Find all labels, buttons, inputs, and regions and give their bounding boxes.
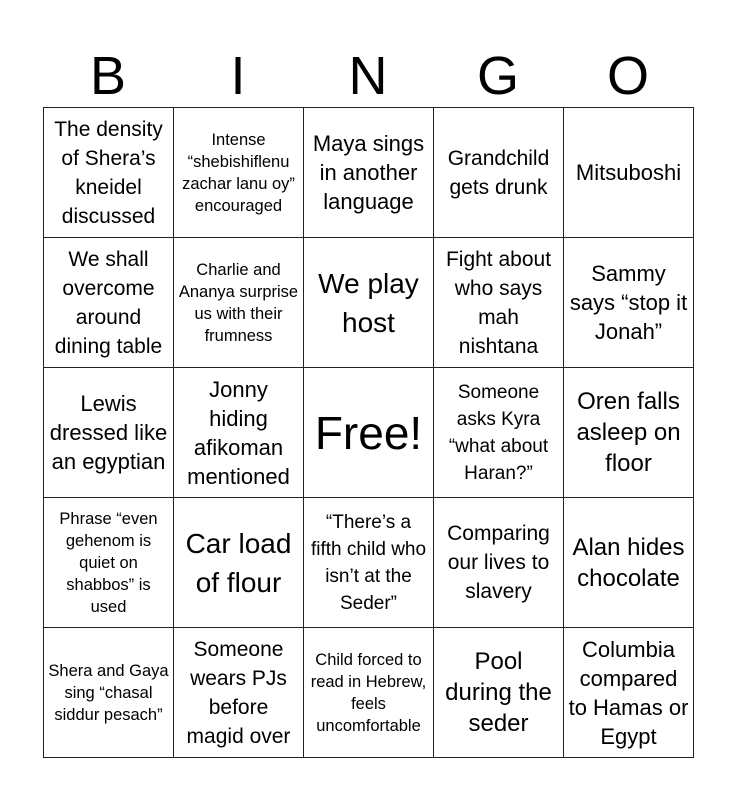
cell-text: Charlie and Ananya surprise us with their frumness — [178, 260, 299, 345]
bingo-cell[interactable] — [304, 108, 434, 238]
cell-text: Jonny hiding afikoman mentioned — [187, 376, 290, 489]
header-letter-i: I — [230, 46, 246, 106]
cell-text: Someone wears PJs before magid over — [186, 637, 291, 748]
bingo-cell[interactable] — [434, 108, 564, 238]
bingo-cell[interactable] — [174, 628, 304, 758]
bingo-cell[interactable] — [564, 238, 694, 368]
cell-text: Pool during the seder — [445, 648, 552, 737]
bingo-cell[interactable] — [174, 498, 304, 628]
board-row — [44, 238, 694, 368]
bingo-cell[interactable] — [44, 628, 174, 758]
board-row — [44, 108, 694, 238]
cell-text: Intense “shebishiflenu zachar lanu oy” encouraged — [182, 130, 295, 215]
cell-text: Alan hides chocolate — [572, 533, 685, 592]
cell-text: Phrase “even gehenom is quiet on shabbos” is used — [59, 509, 158, 616]
cell-text: Someone asks Kyra “what about Haran?” — [448, 381, 549, 484]
bingo-cell[interactable] — [174, 108, 304, 238]
cell-text: We play host — [318, 267, 419, 338]
board-row — [44, 498, 694, 628]
cell-text: Fight about who says mah nishtana — [445, 247, 552, 358]
header-letter-o: O — [606, 46, 649, 106]
bingo-cell[interactable] — [174, 368, 304, 498]
header-letter-b: B — [89, 46, 127, 106]
cell-text: Maya sings in another language — [312, 131, 425, 214]
header-letter-n: N — [348, 46, 388, 106]
bingo-board — [43, 107, 694, 758]
cell-text: Oren falls asleep on floor — [576, 388, 681, 477]
bingo-cell[interactable] — [434, 498, 564, 628]
cell-text: Mitsuboshi — [575, 160, 682, 185]
board-row — [44, 628, 694, 758]
bingo-cell[interactable] — [44, 108, 174, 238]
bingo-cell[interactable] — [434, 368, 564, 498]
cell-text: Child forced to read in Hebrew, feels uncomfortable — [310, 650, 427, 735]
cell-text: Columbia compared to Hamas or Egypt — [568, 636, 689, 749]
bingo-cell[interactable] — [44, 498, 174, 628]
free-space-cell[interactable] — [304, 368, 434, 498]
bingo-cell[interactable] — [564, 628, 694, 758]
cell-text: We shall overcome around dining table — [54, 247, 163, 358]
bingo-cell[interactable] — [434, 238, 564, 368]
cell-text: Car load of flour — [185, 527, 292, 598]
bingo-cell[interactable] — [304, 628, 434, 758]
cell-text: Comparing our lives to slavery — [447, 522, 550, 603]
cell-text: The density of Shera’s kneidel discussed — [54, 117, 163, 228]
bingo-cell[interactable] — [304, 498, 434, 628]
free-space-text: Free! — [314, 406, 423, 459]
cell-text: Grandchild gets drunk — [447, 146, 550, 199]
cell-text: “There’s a fifth child who isn’t at the Seder” — [310, 511, 427, 614]
header-letter-g: G — [476, 46, 519, 106]
bingo-cell[interactable] — [44, 238, 174, 368]
cell-text: Sammy says “stop it Jonah” — [569, 261, 688, 344]
cell-text: Shera and Gaya sing “chasal siddur pesach” — [48, 661, 169, 724]
board-row — [44, 368, 694, 498]
bingo-cell[interactable] — [44, 368, 174, 498]
bingo-cell[interactable] — [564, 368, 694, 498]
cell-text: Lewis dressed like an egyptian — [49, 391, 168, 474]
bingo-cell[interactable] — [564, 498, 694, 628]
bingo-cell[interactable] — [434, 628, 564, 758]
bingo-cell[interactable] — [174, 238, 304, 368]
bingo-cell[interactable] — [564, 108, 694, 238]
bingo-cell[interactable] — [304, 238, 434, 368]
bingo-header — [43, 44, 693, 108]
